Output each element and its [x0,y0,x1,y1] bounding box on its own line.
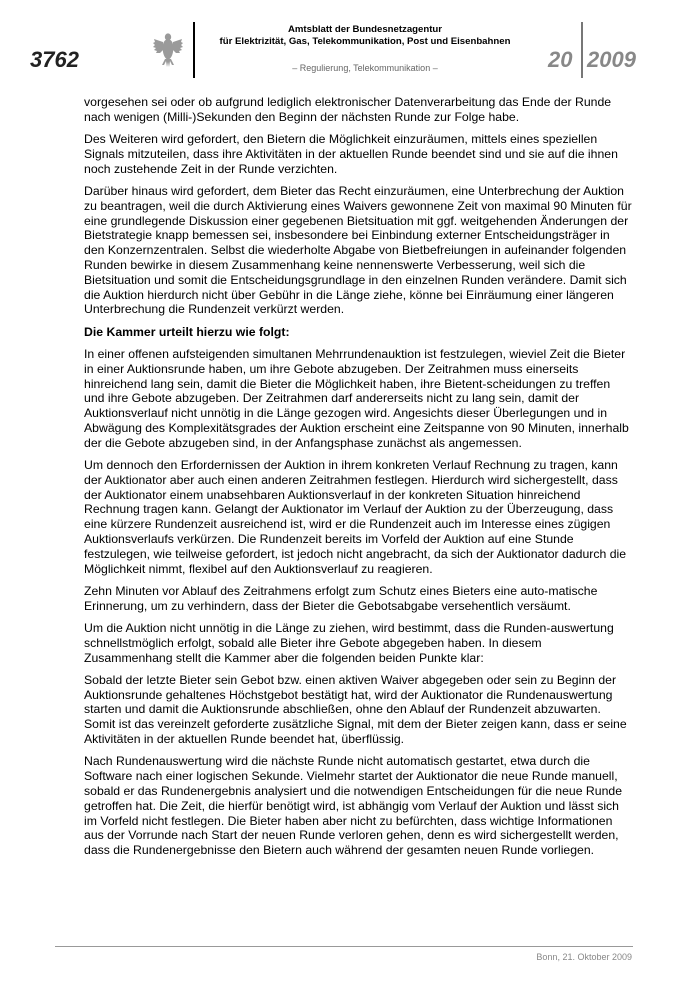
paragraph: Darüber hinaus wird gefordert, dem Bieter das Recht einzuräumen, eine Unterbrechung der Auktion zu beantragen, weil die durch Aktivierung eines Waivers gewonnene Zeit von maximal 90 Minuten für eine grundlegende Diskussion einer gegebenen Bietsituation mit ggf. weitgehenden Änderungen der Bietstrategie knapp bemessen sei, insbesondere bei Einbindung externer Entscheidungsträger in den Konzernzentralen. Selbst die wiederholte Abgabe von Bietbefreiungen in aufeinander folgenden Runden bewirke in diesem Zusammenhang keine nennenswerte Verbesserung, weil sich die Bietsituation und somit die Entscheidungsgrundlage in den einzelnen Runden verändere. Damit sich die Auktion hierdurch nicht über Gebühr in die Länge ziehe, könne bei Einräumung einer längeren Unterbrechung die Rundenzeit verkürzt werden. [84,183,632,317]
publication-title-line-2: für Elektrizität, Gas, Telekommunikation, Post und Eisenbahnen [219,36,511,47]
paragraph: Nach Rundenauswertung wird die nächste Runde nicht automatisch gestartet, etwa durch die Software nach einer logischen Sekunde. Vielmehr startet der Auktionator die neue Runde manuell, sobald er das Rundenergebnis analysiert und die notwendigen Entscheidungen für die neue Runde getroffen hat. Die Zeit, die hierfür benötigt wird, ist abhängig vom Verlauf der Auktion und lässt sich im Vorfeld nicht festlegen. Die Bieter haben aber nicht zu befürchten, dass wichtige Informationen aus der Vorrunde nach Start der neuen Runde verloren gehen, denn es wird sichergestellt werden, dass die Rundenergebnisse den Bietern auch während der gesamten neuen Runde vorliegen. [84,754,623,858]
header-divider-left [193,22,195,78]
issue-year: 2009 [587,47,636,72]
page-number: 3762 [30,47,79,72]
paragraph: Um die Auktion nicht unnötig in die Länge zu ziehen, wird bestimmt, dass die Runden-auswertung schnellstmöglich erfolgt, sobald alle Bieter ihre Gebote abgegeben haben. In diesem Zusammenhang stellt die Kammer aber die folgenden beiden Punkte klar: [84,621,614,665]
paragraph: Zehn Minuten vor Ablauf des Zeitrahmens erfolgt zum Schutz eines Bieters eine auto-matische Erinnerung, um zu verhindern, dass der Bieter die Gebotsabgabe versehentlich versäumt. [84,583,598,613]
issue-number: 20 [548,47,573,72]
paragraph: Des Weiteren wird gefordert, den Bietern die Möglichkeit einzuräumen, mittels eines speziellen Signals mitzuteilen, dass ihre Aktivitäten in der aktuellen Runde beendet sind und sie auf die ihnen noch zustehende Zeit in der Runde verzichten. [84,132,618,176]
publication-title-line-1: Amtsblatt der Bundesnetzagentur [287,24,443,35]
paragraph: Sobald der letzte Bieter sein Gebot bzw. einen aktiven Waiver abgegeben oder sein zu Beginn der Auktionsrunde gehaltenes Höchstgebot bestätigt hat, wird der Auktionator die Rundenauswertung starten und damit die Auktionsrunde abschließen, ohne den Ablauf der Rundenzeit abzuwarten. Somit ist das vereinzelt geforderte zusätzliche Signal, mit dem der Bieter zeigen kann, dass er seine Aktivitäten in der aktuellen Runde beendet hat, überflüssig. [84,672,627,747]
body-text [84,95,632,865]
section-heading: Die Kammer urteilt hierzu wie folgt: [84,324,290,339]
section-label: – Regulierung, Telekommunikation – [292,63,438,73]
federal-eagle-icon [152,30,184,70]
header-divider-right [581,22,583,78]
paragraph: Um dennoch den Erfordernissen der Auktion in ihrem konkreten Verlauf Rechnung zu tragen, kann der Auktionator aber auch einen anderen Zeitrahmen festlegen. Hierdurch wird sichergestellt, dass der Auktionator einem unabsehbaren Auktionsverlauf in der konkreten Situation hinreichend Rechnung tragen kann. Gelangt der Auktionator im Verlauf der Auktion zu der Überzeugung, dass eine kürzere Rundenzeit ausreichend ist, wird er die Rundenzeit auch im Interesse eines zügigen Auktionsverlaufs verkürzen. Die Rundenzeit bereits im Vorfeld der Auktion auf eine Stunde festzulegen, wie teilweise gefordert, ist jedoch nicht angebracht, da sich der Auktionator dadurch die Möglichkeit nimmt, flexibel auf den Auktionsverlauf zu reagieren. [84,458,627,576]
publication-title [200,24,530,48]
paragraph: vorgesehen sei oder ob aufgrund lediglich elektronischer Datenverarbeitung das Ende der Runde nach wenigen (Milli-)Sekunden den Beginn der nächsten Runde zur Folge habe. [84,95,612,124]
footer-divider [55,946,633,947]
paragraph: In einer offenen aufsteigenden simultanen Mehrrundenauktion ist festzulegen, wieviel Zeit die Bieter in einer Auktionsrunde haben, um ihre Gebote abzugeben. Der Zeitrahmen muss einerseits hinreichend lang sein, damit die Bieter die Möglichkeit haben, ihre Bietent-scheidungen zu treffen und ihre Gebote abzugeben. Der Zeitrahmen darf andererseits nicht zu lang sein, damit der Auktionsverlauf nicht unnötig in die Länge gezogen wird. Angesichts dieser Überlegungen und in Abwägung des Komplexitätsgrades der Auktion erscheint eine Zeitspanne von 90 Minuten, innerhalb der die Gebote abzugeben sind, in der Anfangsphase zunächst als angemessen. [84,346,629,450]
footer-place-date: Bonn, 21. Oktober 2009 [536,952,632,962]
